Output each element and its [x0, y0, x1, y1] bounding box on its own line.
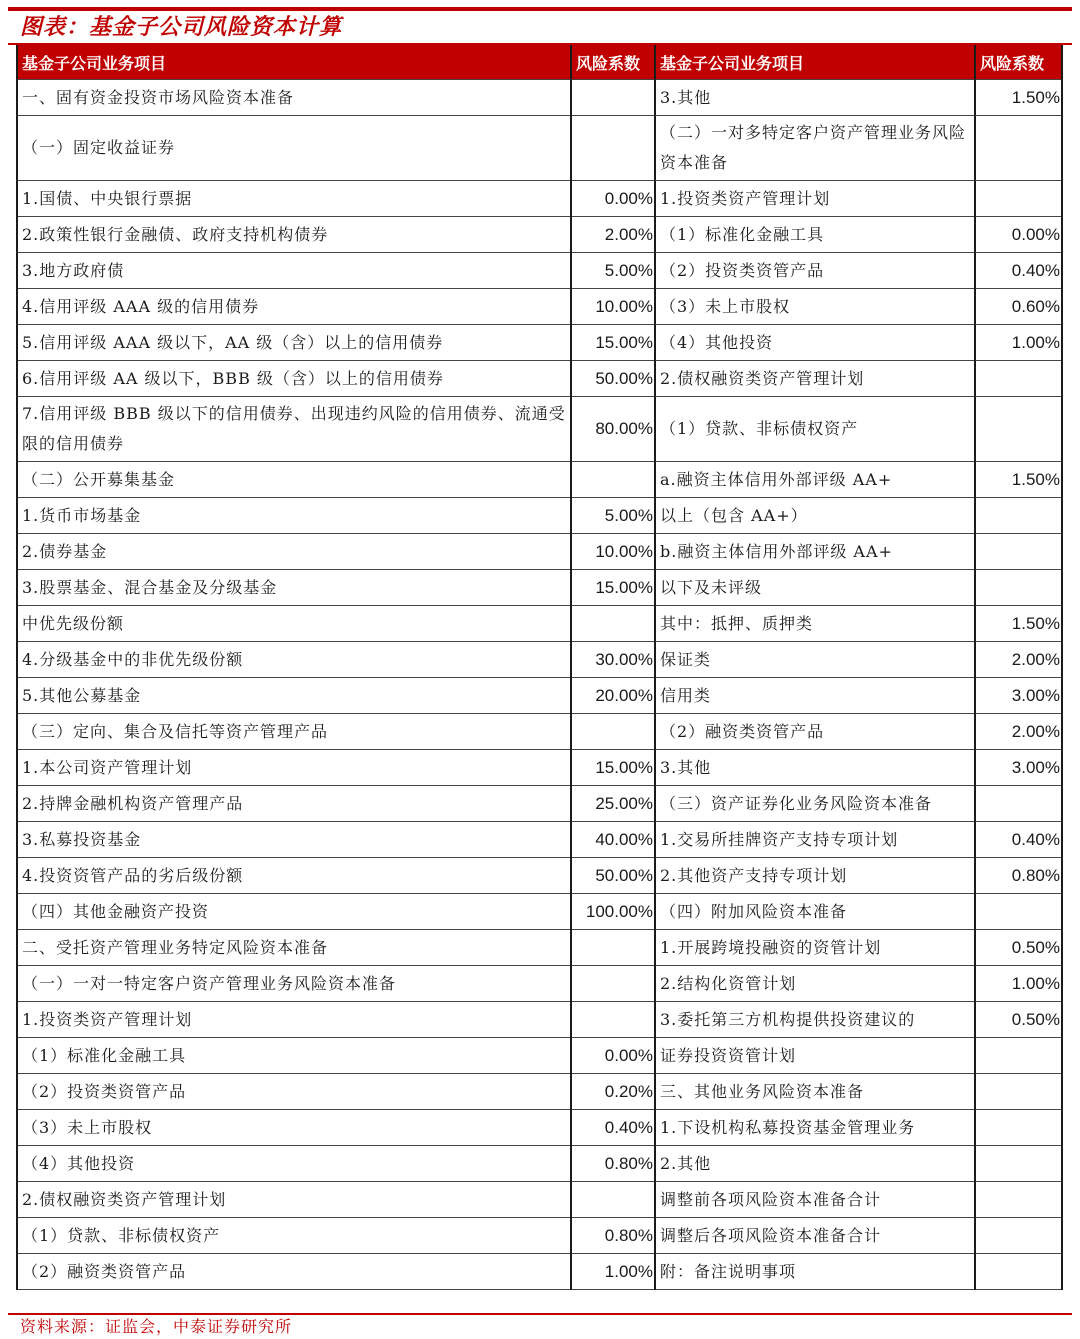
table-row — [17, 822, 1062, 858]
left-item-cell: （3）未上市股权 — [17, 1110, 571, 1146]
right-item-cell: （三）资产证券化业务风险资本准备 — [655, 786, 975, 822]
right-item-cell: 证券投资资管计划 — [655, 1038, 975, 1074]
left-coefficient-cell: 0.80% — [571, 1218, 655, 1254]
right-coefficient-cell: 1.50% — [975, 80, 1062, 116]
right-coefficient-cell — [975, 361, 1062, 397]
left-coefficient-cell: 15.00% — [571, 325, 655, 361]
left-item-cell: （1）贷款、非标债权资产 — [17, 1218, 571, 1254]
right-item-cell: （3）未上市股权 — [655, 289, 975, 325]
right-item-cell: 2.其他资产支持专项计划 — [655, 858, 975, 894]
left-coefficient-cell: 5.00% — [571, 253, 655, 289]
right-coefficient-cell — [975, 570, 1062, 606]
right-coefficient-cell: 0.80% — [975, 858, 1062, 894]
table-row — [17, 361, 1062, 397]
left-coefficient-cell: 0.20% — [571, 1074, 655, 1110]
table-row — [17, 966, 1062, 1002]
left-coefficient-cell — [571, 966, 655, 1002]
table-row — [17, 462, 1062, 498]
right-item-cell: 1.下设机构私募投资基金管理业务 — [655, 1110, 975, 1146]
left-coefficient-cell: 15.00% — [571, 750, 655, 786]
table-row — [17, 1182, 1062, 1218]
right-coefficient-cell — [975, 116, 1062, 181]
left-coefficient-cell: 2.00% — [571, 217, 655, 253]
left-coefficient-cell: 1.00% — [571, 1254, 655, 1290]
left-coefficient-cell: 25.00% — [571, 786, 655, 822]
left-coefficient-cell: 100.00% — [571, 894, 655, 930]
right-item-cell: 调整前各项风险资本准备合计 — [655, 1182, 975, 1218]
header-coef-right: 风险系数 — [975, 45, 1062, 80]
right-coefficient-cell — [975, 894, 1062, 930]
left-item-cell: （四）其他金融资产投资 — [17, 894, 571, 930]
right-coefficient-cell: 0.50% — [975, 1002, 1062, 1038]
right-item-cell: 保证类 — [655, 642, 975, 678]
right-item-cell: 3.委托第三方机构提供投资建议的 — [655, 1002, 975, 1038]
table-row — [17, 1002, 1062, 1038]
table-row — [17, 894, 1062, 930]
right-coefficient-cell: 2.00% — [975, 642, 1062, 678]
table-row — [17, 116, 1062, 181]
right-coefficient-cell — [975, 1254, 1062, 1290]
left-item-cell: （4）其他投资 — [17, 1146, 571, 1182]
left-coefficient-cell — [571, 116, 655, 181]
table-row — [17, 289, 1062, 325]
table-row — [17, 858, 1062, 894]
left-item-cell: 2.持牌金融机构资产管理产品 — [17, 786, 571, 822]
right-coefficient-cell — [975, 534, 1062, 570]
right-coefficient-cell: 3.00% — [975, 678, 1062, 714]
left-item-cell: 二、受托资产管理业务特定风险资本准备 — [17, 930, 571, 966]
risk-capital-table — [16, 45, 1063, 1290]
left-item-cell: 4.信用评级 AAA 级的信用债券 — [17, 289, 571, 325]
right-coefficient-cell: 1.50% — [975, 462, 1062, 498]
left-coefficient-cell: 0.00% — [571, 1038, 655, 1074]
left-coefficient-cell: 15.00% — [571, 570, 655, 606]
left-item-cell: 5.信用评级 AAA 级以下，AA 级（含）以上的信用债券 — [17, 325, 571, 361]
right-item-cell: 1.交易所挂牌资产支持专项计划 — [655, 822, 975, 858]
top-rule — [8, 7, 1072, 11]
left-coefficient-cell — [571, 930, 655, 966]
left-item-cell: 1.货币市场基金 — [17, 498, 571, 534]
right-item-cell: a.融资主体信用外部评级 AA+ — [655, 462, 975, 498]
left-coefficient-cell — [571, 462, 655, 498]
table-row — [17, 498, 1062, 534]
left-coefficient-cell: 50.00% — [571, 858, 655, 894]
left-item-cell: 3.股票基金、混合基金及分级基金 — [17, 570, 571, 606]
left-coefficient-cell: 10.00% — [571, 289, 655, 325]
right-item-cell: 3.其他 — [655, 80, 975, 116]
left-item-cell: （三）定向、集合及信托等资产管理产品 — [17, 714, 571, 750]
left-item-cell: （一）一对一特定客户资产管理业务风险资本准备 — [17, 966, 571, 1002]
left-coefficient-cell — [571, 714, 655, 750]
right-item-cell: 2.债权融资类资产管理计划 — [655, 361, 975, 397]
table-row — [17, 1110, 1062, 1146]
left-item-cell: （1）标准化金融工具 — [17, 1038, 571, 1074]
right-coefficient-cell: 1.00% — [975, 325, 1062, 361]
table-row — [17, 1038, 1062, 1074]
table-header-row — [17, 45, 1062, 80]
figure-title: 图表：基金子公司风险资本计算 — [20, 14, 343, 40]
left-item-cell: 3.地方政府债 — [17, 253, 571, 289]
table-row — [17, 642, 1062, 678]
left-item-cell: （二）公开募集基金 — [17, 462, 571, 498]
right-item-cell: （1）标准化金融工具 — [655, 217, 975, 253]
left-item-cell: 1.本公司资产管理计划 — [17, 750, 571, 786]
right-coefficient-cell: 2.00% — [975, 714, 1062, 750]
table-row — [17, 534, 1062, 570]
right-coefficient-cell — [975, 1218, 1062, 1254]
left-coefficient-cell: 10.00% — [571, 534, 655, 570]
right-coefficient-cell — [975, 1038, 1062, 1074]
left-item-cell: 1.投资类资产管理计划 — [17, 1002, 571, 1038]
left-item-cell: （一）固定收益证券 — [17, 116, 571, 181]
left-coefficient-cell — [571, 606, 655, 642]
table-row — [17, 1218, 1062, 1254]
table-row — [17, 397, 1062, 462]
table-row — [17, 786, 1062, 822]
header-coef-left: 风险系数 — [571, 45, 655, 80]
right-coefficient-cell — [975, 1182, 1062, 1218]
right-coefficient-cell — [975, 397, 1062, 462]
right-item-cell: 1.开展跨境投融资的资管计划 — [655, 930, 975, 966]
right-item-cell: （2）融资类资管产品 — [655, 714, 975, 750]
right-item-cell: （1）贷款、非标债权资产 — [655, 397, 975, 462]
right-item-cell: （二）一对多特定客户资产管理业务风险资本准备 — [655, 116, 975, 181]
right-coefficient-cell: 0.60% — [975, 289, 1062, 325]
right-coefficient-cell: 1.50% — [975, 606, 1062, 642]
right-coefficient-cell — [975, 1146, 1062, 1182]
table-row — [17, 606, 1062, 642]
right-item-cell: b.融资主体信用外部评级 AA+ — [655, 534, 975, 570]
right-item-cell: 以下及未评级 — [655, 570, 975, 606]
header-item-left: 基金子公司业务项目 — [17, 45, 571, 80]
right-coefficient-cell — [975, 498, 1062, 534]
right-item-cell: （2）投资类资管产品 — [655, 253, 975, 289]
right-item-cell: 三、其他业务风险资本准备 — [655, 1074, 975, 1110]
left-item-cell: 2.政策性银行金融债、政府支持机构债券 — [17, 217, 571, 253]
left-item-cell: 3.私募投资基金 — [17, 822, 571, 858]
right-item-cell: 1.投资类资产管理计划 — [655, 181, 975, 217]
left-item-cell: 5.其他公募基金 — [17, 678, 571, 714]
right-coefficient-cell — [975, 1074, 1062, 1110]
right-coefficient-cell: 3.00% — [975, 750, 1062, 786]
left-item-cell: 一、固有资金投资市场风险资本准备 — [17, 80, 571, 116]
right-coefficient-cell — [975, 786, 1062, 822]
right-item-cell: 3.其他 — [655, 750, 975, 786]
table-row — [17, 678, 1062, 714]
right-coefficient-cell: 0.50% — [975, 930, 1062, 966]
table-row — [17, 930, 1062, 966]
table-row — [17, 217, 1062, 253]
left-item-cell: 2.债权融资类资产管理计划 — [17, 1182, 571, 1218]
right-item-cell: 调整后各项风险资本准备合计 — [655, 1218, 975, 1254]
left-item-cell: 4.分级基金中的非优先级份额 — [17, 642, 571, 678]
left-item-cell: 7.信用评级 BBB 级以下的信用债券、出现违约风险的信用债券、流通受限的信用债券 — [17, 397, 571, 462]
left-item-cell: （2）融资类资管产品 — [17, 1254, 571, 1290]
left-coefficient-cell: 30.00% — [571, 642, 655, 678]
table-row — [17, 714, 1062, 750]
left-item-cell: （2）投资类资管产品 — [17, 1074, 571, 1110]
left-coefficient-cell — [571, 1182, 655, 1218]
table-body — [17, 80, 1062, 1290]
right-item-cell: 信用类 — [655, 678, 975, 714]
left-item-cell: 4.投资资管产品的劣后级份额 — [17, 858, 571, 894]
table-row — [17, 325, 1062, 361]
left-coefficient-cell: 20.00% — [571, 678, 655, 714]
table-row — [17, 1146, 1062, 1182]
left-item-cell: 1.国债、中央银行票据 — [17, 181, 571, 217]
right-item-cell: （4）其他投资 — [655, 325, 975, 361]
table-row — [17, 181, 1062, 217]
right-coefficient-cell — [975, 1110, 1062, 1146]
left-item-cell: 2.债券基金 — [17, 534, 571, 570]
right-item-cell: 以上（包含 AA+） — [655, 498, 975, 534]
table-row — [17, 253, 1062, 289]
source-note: 资料来源：证监会，中泰证券研究所 — [20, 1317, 293, 1336]
right-coefficient-cell: 0.40% — [975, 253, 1062, 289]
table-row — [17, 570, 1062, 606]
table-row — [17, 1254, 1062, 1290]
right-coefficient-cell — [975, 181, 1062, 217]
left-coefficient-cell: 50.00% — [571, 361, 655, 397]
right-item-cell: 2.结构化资管计划 — [655, 966, 975, 1002]
left-item-cell: 6.信用评级 AA 级以下，BBB 级（含）以上的信用债券 — [17, 361, 571, 397]
table-row — [17, 1074, 1062, 1110]
left-coefficient-cell: 5.00% — [571, 498, 655, 534]
left-coefficient-cell — [571, 1002, 655, 1038]
header-item-right: 基金子公司业务项目 — [655, 45, 975, 80]
table-row — [17, 750, 1062, 786]
left-coefficient-cell: 40.00% — [571, 822, 655, 858]
right-item-cell: 2.其他 — [655, 1146, 975, 1182]
right-item-cell: 附：备注说明事项 — [655, 1254, 975, 1290]
left-coefficient-cell: 80.00% — [571, 397, 655, 462]
right-item-cell: 其中：抵押、质押类 — [655, 606, 975, 642]
left-coefficient-cell: 0.80% — [571, 1146, 655, 1182]
left-coefficient-cell: 0.00% — [571, 181, 655, 217]
left-item-cell: 中优先级份额 — [17, 606, 571, 642]
right-coefficient-cell: 1.00% — [975, 966, 1062, 1002]
right-coefficient-cell: 0.00% — [975, 217, 1062, 253]
right-item-cell: （四）附加风险资本准备 — [655, 894, 975, 930]
left-coefficient-cell: 0.40% — [571, 1110, 655, 1146]
table-row — [17, 80, 1062, 116]
right-coefficient-cell: 0.40% — [975, 822, 1062, 858]
left-coefficient-cell — [571, 80, 655, 116]
